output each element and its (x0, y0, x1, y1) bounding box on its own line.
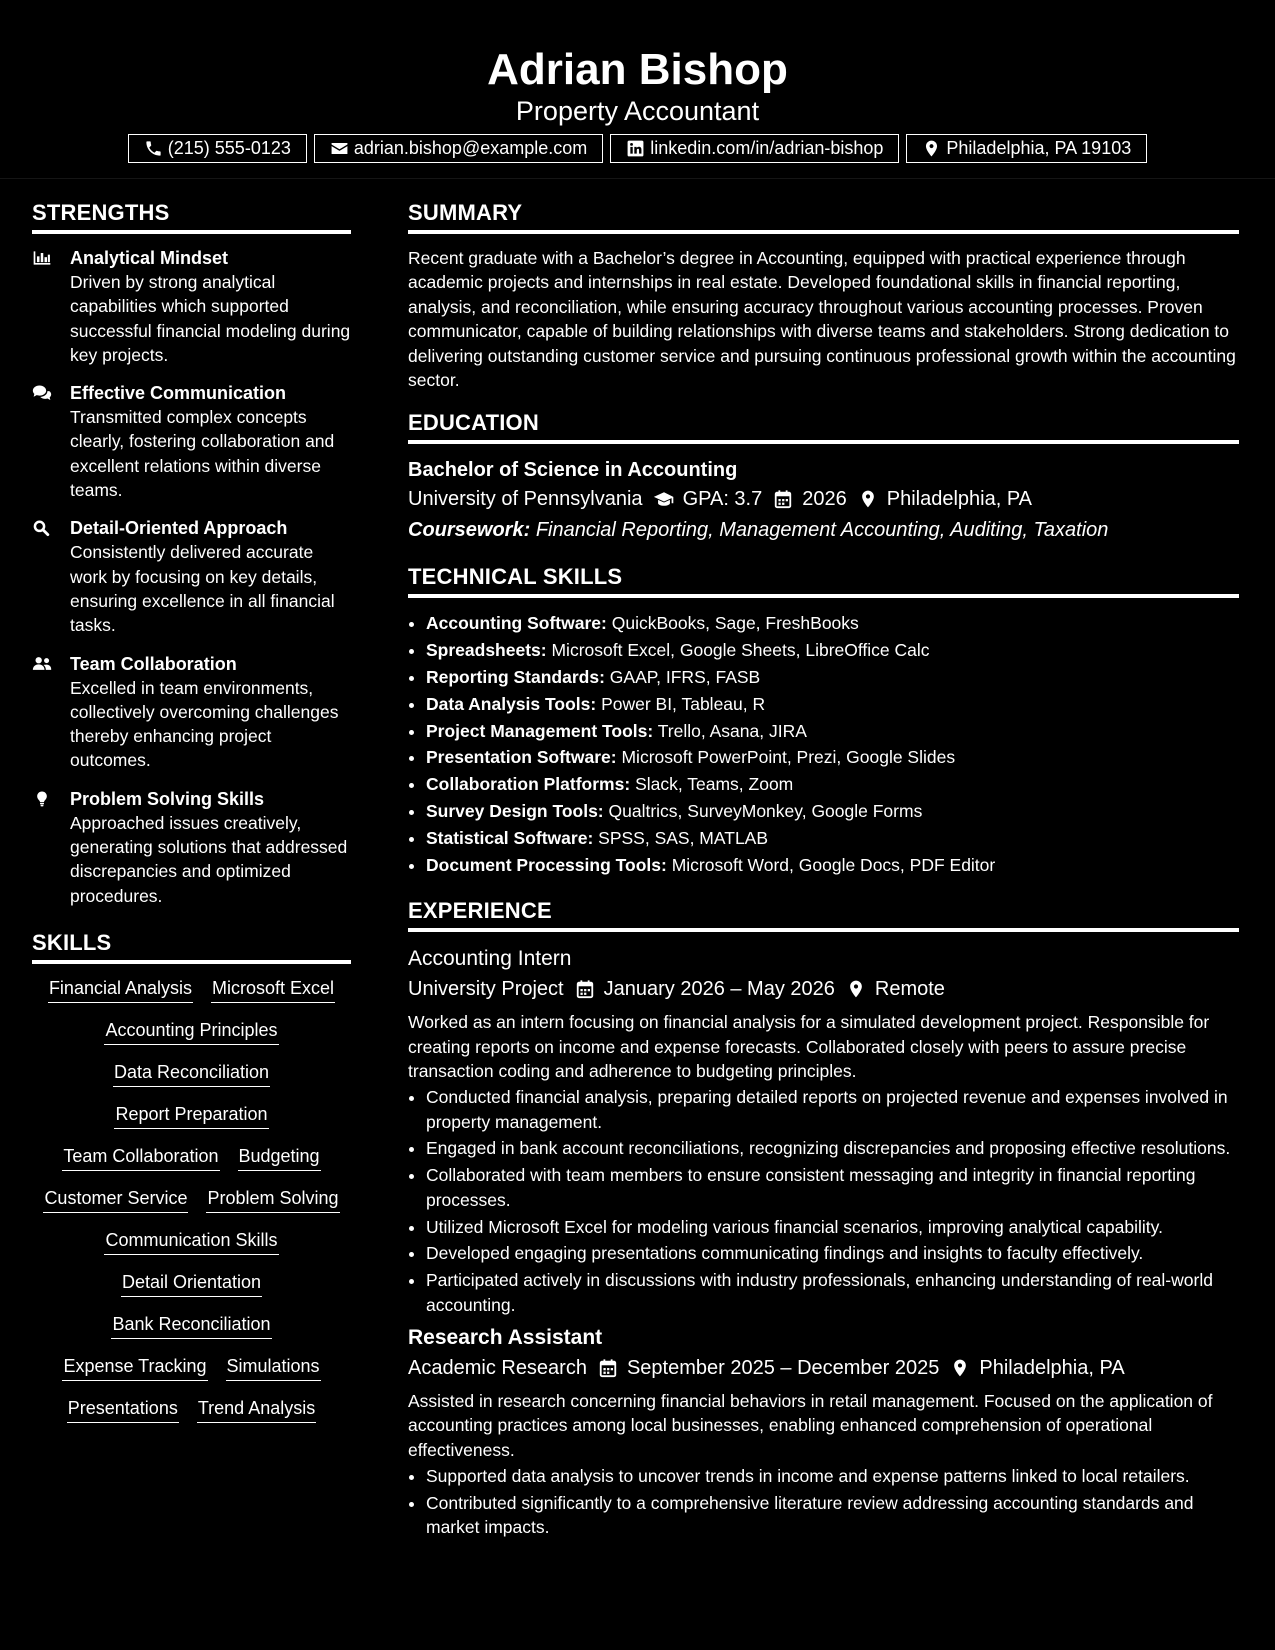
search-icon (32, 516, 70, 637)
job-title: Accounting Intern (408, 947, 572, 971)
skill-tag: Report Preparation (114, 1102, 268, 1129)
tech-skill-value: Qualtrics, SurveyMonkey, Google Forms (608, 801, 923, 822)
contact-location[interactable] (906, 134, 1147, 163)
skill-tag: Budgeting (238, 1144, 321, 1171)
education-heading: EDUCATION (408, 408, 1239, 444)
skill-tag: Customer Service (43, 1186, 188, 1213)
strength-description: Consistently delivered accurate work by focusing on key details, ensuring excellence in all financial tasks. (70, 542, 335, 636)
list-item (426, 852, 1239, 879)
bar-chart-icon (32, 246, 70, 367)
skill-tag: Financial Analysis (48, 976, 193, 1003)
skills-heading: SKILLS (32, 928, 351, 964)
job-title: Research Assistant (408, 1325, 603, 1349)
strength-title: Problem Solving Skills (70, 788, 265, 809)
tech-skill-label: Project Management Tools: (426, 720, 654, 741)
list-item: • Supported data analysis to uncover trends in income and expense patterns linked to local retailers. (426, 1464, 1239, 1488)
technical-skills-heading: TECHNICAL SKILLS (408, 562, 1239, 598)
skill-tag: Trend Analysis (197, 1396, 316, 1423)
skill-tag: Bank Reconciliation (111, 1312, 271, 1339)
summary-text: Recent graduate with a Bachelor’s degree in Accounting, equipped with practical experience through academic projects and internships in real estate. Developed foundational skills in financial reporting, analysis, and reconciliation, while ensuring accuracy throughout various accounting processes. Proven communicator, capable of building relationships with diverse teams and stakeholders. Strong dedication to delivering outstanding customer service and pursuing continuous professional growth within the accounting sector. (408, 248, 1236, 391)
list-item: • Conducted financial analysis, preparing detailed reports on projected revenue and expenses involved in property management. (426, 1085, 1239, 1134)
strength-item (32, 652, 351, 773)
graduation-year: 2026 (802, 488, 847, 511)
right-column (408, 198, 1239, 1545)
list-item (426, 664, 1239, 691)
tech-skill-value: Power BI, Tableau, R (601, 693, 766, 714)
tech-skill-value: SPSS, SAS, MATLAB (598, 827, 769, 848)
strength-description: Excelled in team environments, collectively overcoming challenges thereby enhancing project outcomes. (70, 677, 339, 771)
map-pin-icon (949, 1358, 971, 1378)
job-organization: Academic Research (408, 1356, 587, 1379)
skill-tag: Data Reconciliation (113, 1060, 270, 1087)
skill-tag: Microsoft Excel (211, 976, 335, 1003)
tech-skill-label: Spreadsheets: (426, 640, 547, 661)
skill-tag: Accounting Principles (104, 1018, 278, 1045)
experience-heading: EXPERIENCE (408, 896, 1239, 932)
left-column (32, 198, 351, 1423)
coursework (408, 514, 1239, 546)
strengths-heading: STRENGTHS (32, 198, 351, 234)
tech-skill-label: Reporting Standards: (426, 667, 605, 688)
contact-location-text: Philadelphia, PA 19103 (946, 138, 1132, 158)
contact-email[interactable] (314, 134, 603, 163)
job-location: Remote (874, 978, 945, 1001)
education-meta (408, 484, 1239, 514)
skill-tag: Expense Tracking (62, 1354, 207, 1381)
calendar-icon (597, 1358, 619, 1378)
job-entry (408, 1323, 1239, 1539)
tech-skill-label: Survey Design Tools: (426, 801, 604, 822)
job-bullets (408, 1464, 1239, 1539)
tech-skill-label: Accounting Software: (426, 613, 607, 634)
degree-name: Bachelor of Science in Accounting (408, 459, 738, 482)
list-item (426, 610, 1239, 637)
coursework-list: Financial Reporting, Management Accounting, Auditing, Taxation (535, 519, 1109, 542)
graduation-cap-icon (653, 489, 675, 509)
calendar-icon (574, 979, 596, 999)
skill-tag: Team Collaboration (62, 1144, 219, 1171)
tech-skill-label: Data Analysis Tools: (426, 693, 597, 714)
lightbulb-icon (32, 787, 70, 908)
education-location: Philadelphia, PA (886, 488, 1033, 511)
list-item: • Contributed significantly to a comprehensive literature review addressing accounting standards and market impacts. (426, 1491, 1239, 1540)
job-location: Philadelphia, PA (979, 1356, 1125, 1379)
skill-tag: Communication Skills (104, 1228, 278, 1255)
skill-tag: Simulations (226, 1354, 321, 1381)
strength-description: Approached issues creatively, generating solutions that addressed discrepancies and optimized procedures. (70, 812, 348, 906)
job-title: Property Accountant (515, 96, 760, 126)
map-pin-icon (922, 139, 941, 158)
contact-phone-text: (215) 555-0123 (167, 138, 291, 158)
phone-icon (144, 139, 163, 158)
summary-heading: SUMMARY (408, 198, 1239, 234)
skill-tag: Problem Solving (206, 1186, 339, 1213)
strength-item (32, 516, 351, 637)
list-item: • Developed engaging presentations communicating findings and insights to faculty effectively. (426, 1241, 1239, 1265)
contact-linkedin[interactable] (610, 134, 899, 163)
list-item (426, 771, 1239, 798)
contact-email-text: adrian.bishop@example.com (353, 138, 588, 158)
list-item (426, 637, 1239, 664)
list-item (426, 718, 1239, 745)
job-meta (408, 1353, 1239, 1383)
candidate-name: Adrian Bishop (487, 45, 788, 94)
strength-description: Transmitted complex concepts clearly, fostering collaboration and excellent relations within diverse teams. (70, 407, 335, 501)
skills-list (32, 976, 351, 1423)
contact-phone[interactable] (128, 134, 307, 163)
comments-icon (32, 381, 70, 502)
map-pin-icon (845, 979, 867, 999)
job-organization: University Project (408, 978, 564, 1001)
list-item (426, 825, 1239, 852)
resume-header (0, 0, 1275, 179)
school-name: University of Pennsylvania (408, 488, 643, 511)
strength-item (32, 787, 351, 908)
contact-bar (0, 134, 1275, 163)
strength-title: Analytical Mindset (70, 248, 229, 268)
map-pin-icon (857, 489, 879, 509)
list-item: • Utilized Microsoft Excel for modeling various financial scenarios, improving analytical capability. (426, 1215, 1239, 1239)
skill-tag: Presentations (67, 1396, 179, 1423)
job-bullets (408, 1085, 1239, 1317)
tech-skill-value: GAAP, IFRS, FASB (609, 667, 761, 688)
list-item: • Collaborated with team members to ensure consistent messaging and integrity in financial reporting processes. (426, 1163, 1239, 1212)
tech-skill-label: Statistical Software: (426, 827, 594, 848)
tech-skill-value: Trello, Asana, JIRA (657, 720, 807, 741)
job-entry (408, 944, 1239, 1317)
tech-skill-label: Document Processing Tools: (426, 854, 667, 875)
tech-skill-value: Microsoft Excel, Google Sheets, LibreOffice Calc (551, 640, 930, 661)
job-dates: September 2025 – December 2025 (626, 1356, 940, 1379)
tech-skill-value: QuickBooks, Sage, FreshBooks (611, 613, 859, 634)
job-dates: January 2026 – May 2026 (603, 978, 835, 1001)
tech-skill-label: Presentation Software: (426, 747, 617, 768)
strength-title: Effective Communication (70, 383, 287, 404)
job-description: Assisted in research concerning financial behaviors in retail management. Focused on the application of accounting practices among local businesses, enabling enhanced comprehension of operational effectiveness. (408, 1390, 1213, 1460)
users-icon (32, 652, 70, 773)
envelope-icon (330, 139, 349, 158)
list-item (426, 744, 1239, 771)
job-description: Worked as an intern focusing on financial analysis for a simulated development project. Responsible for creating reports on income and expense forecasts. Collaborated closely with peers to assure precise transaction coding and adherence to budgeting principles. (408, 1012, 1210, 1081)
list-item (426, 798, 1239, 825)
coursework-label: Coursework: (408, 519, 531, 542)
contact-linkedin-text: linkedin.com/in/adrian-bishop (650, 138, 884, 158)
tech-skill-value: Microsoft Word, Google Docs, PDF Editor (671, 854, 996, 875)
linkedin-icon (626, 139, 645, 158)
technical-skills-list (408, 610, 1239, 878)
gpa: GPA: 3.7 (682, 488, 763, 511)
tech-skill-value: Microsoft PowerPoint, Prezi, Google Slides (621, 747, 956, 768)
job-meta (408, 974, 1239, 1004)
strength-title: Detail-Oriented Approach (70, 518, 288, 539)
calendar-icon (772, 489, 794, 509)
strength-item (32, 246, 351, 367)
skill-tag: Detail Orientation (121, 1270, 262, 1297)
tech-skill-label: Collaboration Platforms: (426, 774, 631, 795)
list-item: • Engaged in bank account reconciliations, recognizing discrepancies and proposing effective resolutions. (426, 1136, 1239, 1160)
list-item: • Participated actively in discussions with industry professionals, enhancing understanding of real-world accounting. (426, 1268, 1239, 1317)
list-item (426, 691, 1239, 718)
tech-skill-value: Slack, Teams, Zoom (635, 774, 794, 795)
strength-description: Driven by strong analytical capabilities which supported successful financial modeling during key projects. (70, 272, 351, 365)
strength-item (32, 381, 351, 502)
strength-title: Team Collaboration (70, 653, 237, 674)
